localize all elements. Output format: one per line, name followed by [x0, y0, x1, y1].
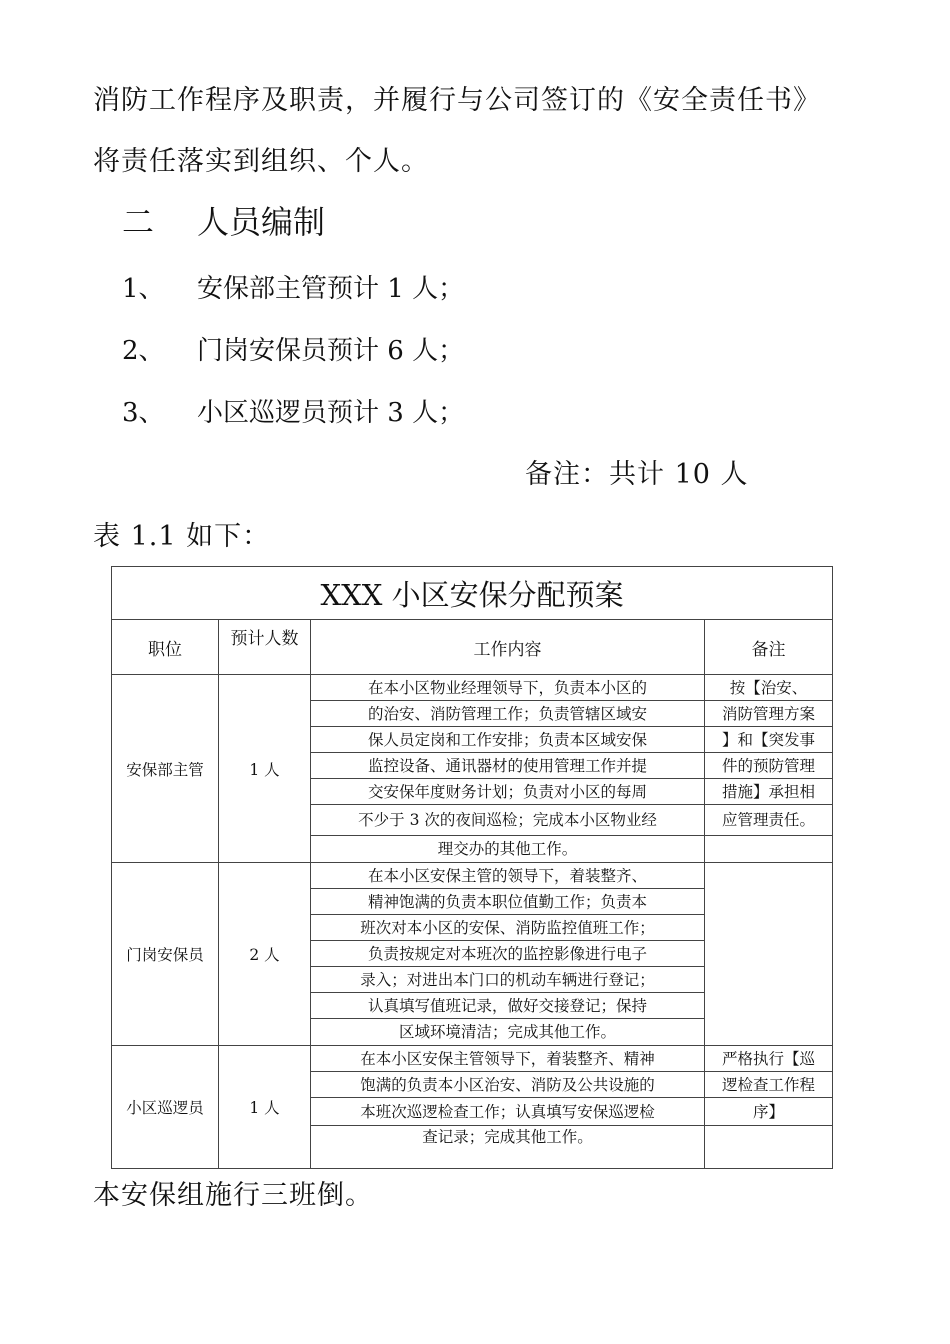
- content-line: 精神饱满的负责本职位值勤工作；负责本: [311, 889, 704, 915]
- cell-position: 小区巡逻员: [112, 1046, 219, 1169]
- content-line: 的治安、消防管理工作；负责管辖区域安: [311, 701, 704, 727]
- remark-line: 应管理责任。: [705, 805, 832, 836]
- table-title: XXX 小区安保分配预案: [112, 567, 833, 620]
- content-line: 录入；对进出本门口的机动车辆进行登记；: [311, 967, 704, 993]
- remark-line: [705, 836, 832, 862]
- header-content: 工作内容: [311, 620, 705, 675]
- remark-line: 消防管理方案: [705, 701, 832, 727]
- content-line: 在本小区安保主管领导下，着装整齐、精神: [311, 1046, 704, 1072]
- content-line: 理交办的其他工作。: [437, 840, 578, 858]
- header-position: 职位: [112, 620, 219, 675]
- cell-remark-empty: [705, 863, 833, 1046]
- cell-position: 安保部主管: [112, 675, 219, 863]
- remark-line: 件的预防管理: [705, 753, 832, 779]
- remark-line: 措施】承担相: [705, 779, 832, 805]
- section-number: 二: [122, 203, 155, 241]
- content-line: 区域环境清洁；完成其他工作。: [398, 1023, 616, 1041]
- total-note: 备注：共计 10 人: [525, 459, 749, 490]
- staffing-item-number: 2、: [122, 336, 165, 366]
- cell-remark: [705, 1046, 833, 1169]
- cell-position: 门岗安保员: [112, 863, 219, 1046]
- cell-count: 1 人: [219, 675, 311, 863]
- content-line: 负责按规定对本班次的监控影像进行电子: [311, 941, 704, 967]
- content-line: 认真填写值班记录，做好交接登记；保持: [311, 993, 704, 1019]
- remark-line: 严格执行【巡: [705, 1046, 832, 1072]
- paragraph-line-2: 将责任落实到组织、个人。: [93, 146, 429, 177]
- remark-line: 逻检查工作程: [705, 1072, 832, 1098]
- header-remark: 备注: [705, 620, 833, 675]
- cell-count: 2 人: [219, 863, 311, 1046]
- cell-content: [311, 1046, 705, 1169]
- remark-line: 按【治安、: [705, 675, 832, 701]
- security-plan-table: [111, 566, 833, 1169]
- cell-remark: [705, 675, 833, 863]
- table-row: [112, 863, 833, 1046]
- staffing-item-text: 小区巡逻员预计 3 人；: [197, 398, 465, 428]
- staffing-item-number: 1、: [122, 274, 165, 304]
- staffing-item-text: 门岗安保员预计 6 人；: [197, 336, 465, 366]
- staffing-item-number: 3、: [122, 398, 165, 428]
- table-row: [112, 675, 833, 863]
- table-row: [112, 1046, 833, 1169]
- content-line: 不少于 3 次的夜间巡检；完成本小区物业经: [311, 805, 704, 836]
- section-title: 人员编制: [197, 203, 326, 241]
- cell-content: [311, 863, 705, 1046]
- cell-content: [311, 675, 705, 863]
- content-line: 监控设备、通讯器材的使用管理工作并提: [311, 753, 704, 779]
- content-line: 班次对本小区的安保、消防监控值班工作；: [311, 915, 704, 941]
- remark-line: 序】: [705, 1098, 832, 1126]
- remark-line: [705, 1126, 832, 1168]
- cell-count: 1 人: [219, 1046, 311, 1169]
- content-line: 查记录；完成其他工作。: [422, 1128, 593, 1146]
- content-line: 在本小区安保主管的领导下，着装整齐、: [311, 863, 704, 889]
- content-line: 本班次巡逻检查工作；认真填写安保巡逻检: [311, 1098, 704, 1126]
- paragraph-line-1: 消防工作程序及职责，并履行与公司签订的《安全责任书》: [93, 85, 821, 116]
- content-line: 饱满的负责本小区治安、消防及公共设施的: [311, 1072, 704, 1098]
- footer-text: 本安保组施行三班倒。: [93, 1180, 373, 1211]
- content-line: 交安保年度财务计划；负责对小区的每周: [311, 779, 704, 805]
- content-line: 保人员定岗和工作安排；负责本区域安保: [311, 727, 704, 753]
- staffing-item-text: 安保部主管预计 1 人；: [197, 274, 465, 304]
- remark-line: 】和【突发事: [705, 727, 832, 753]
- content-line: 在本小区物业经理领导下，负责本小区的: [311, 675, 704, 701]
- header-count: 预计人数: [219, 620, 311, 675]
- table-caption: 表 1.1 如下：: [93, 521, 271, 552]
